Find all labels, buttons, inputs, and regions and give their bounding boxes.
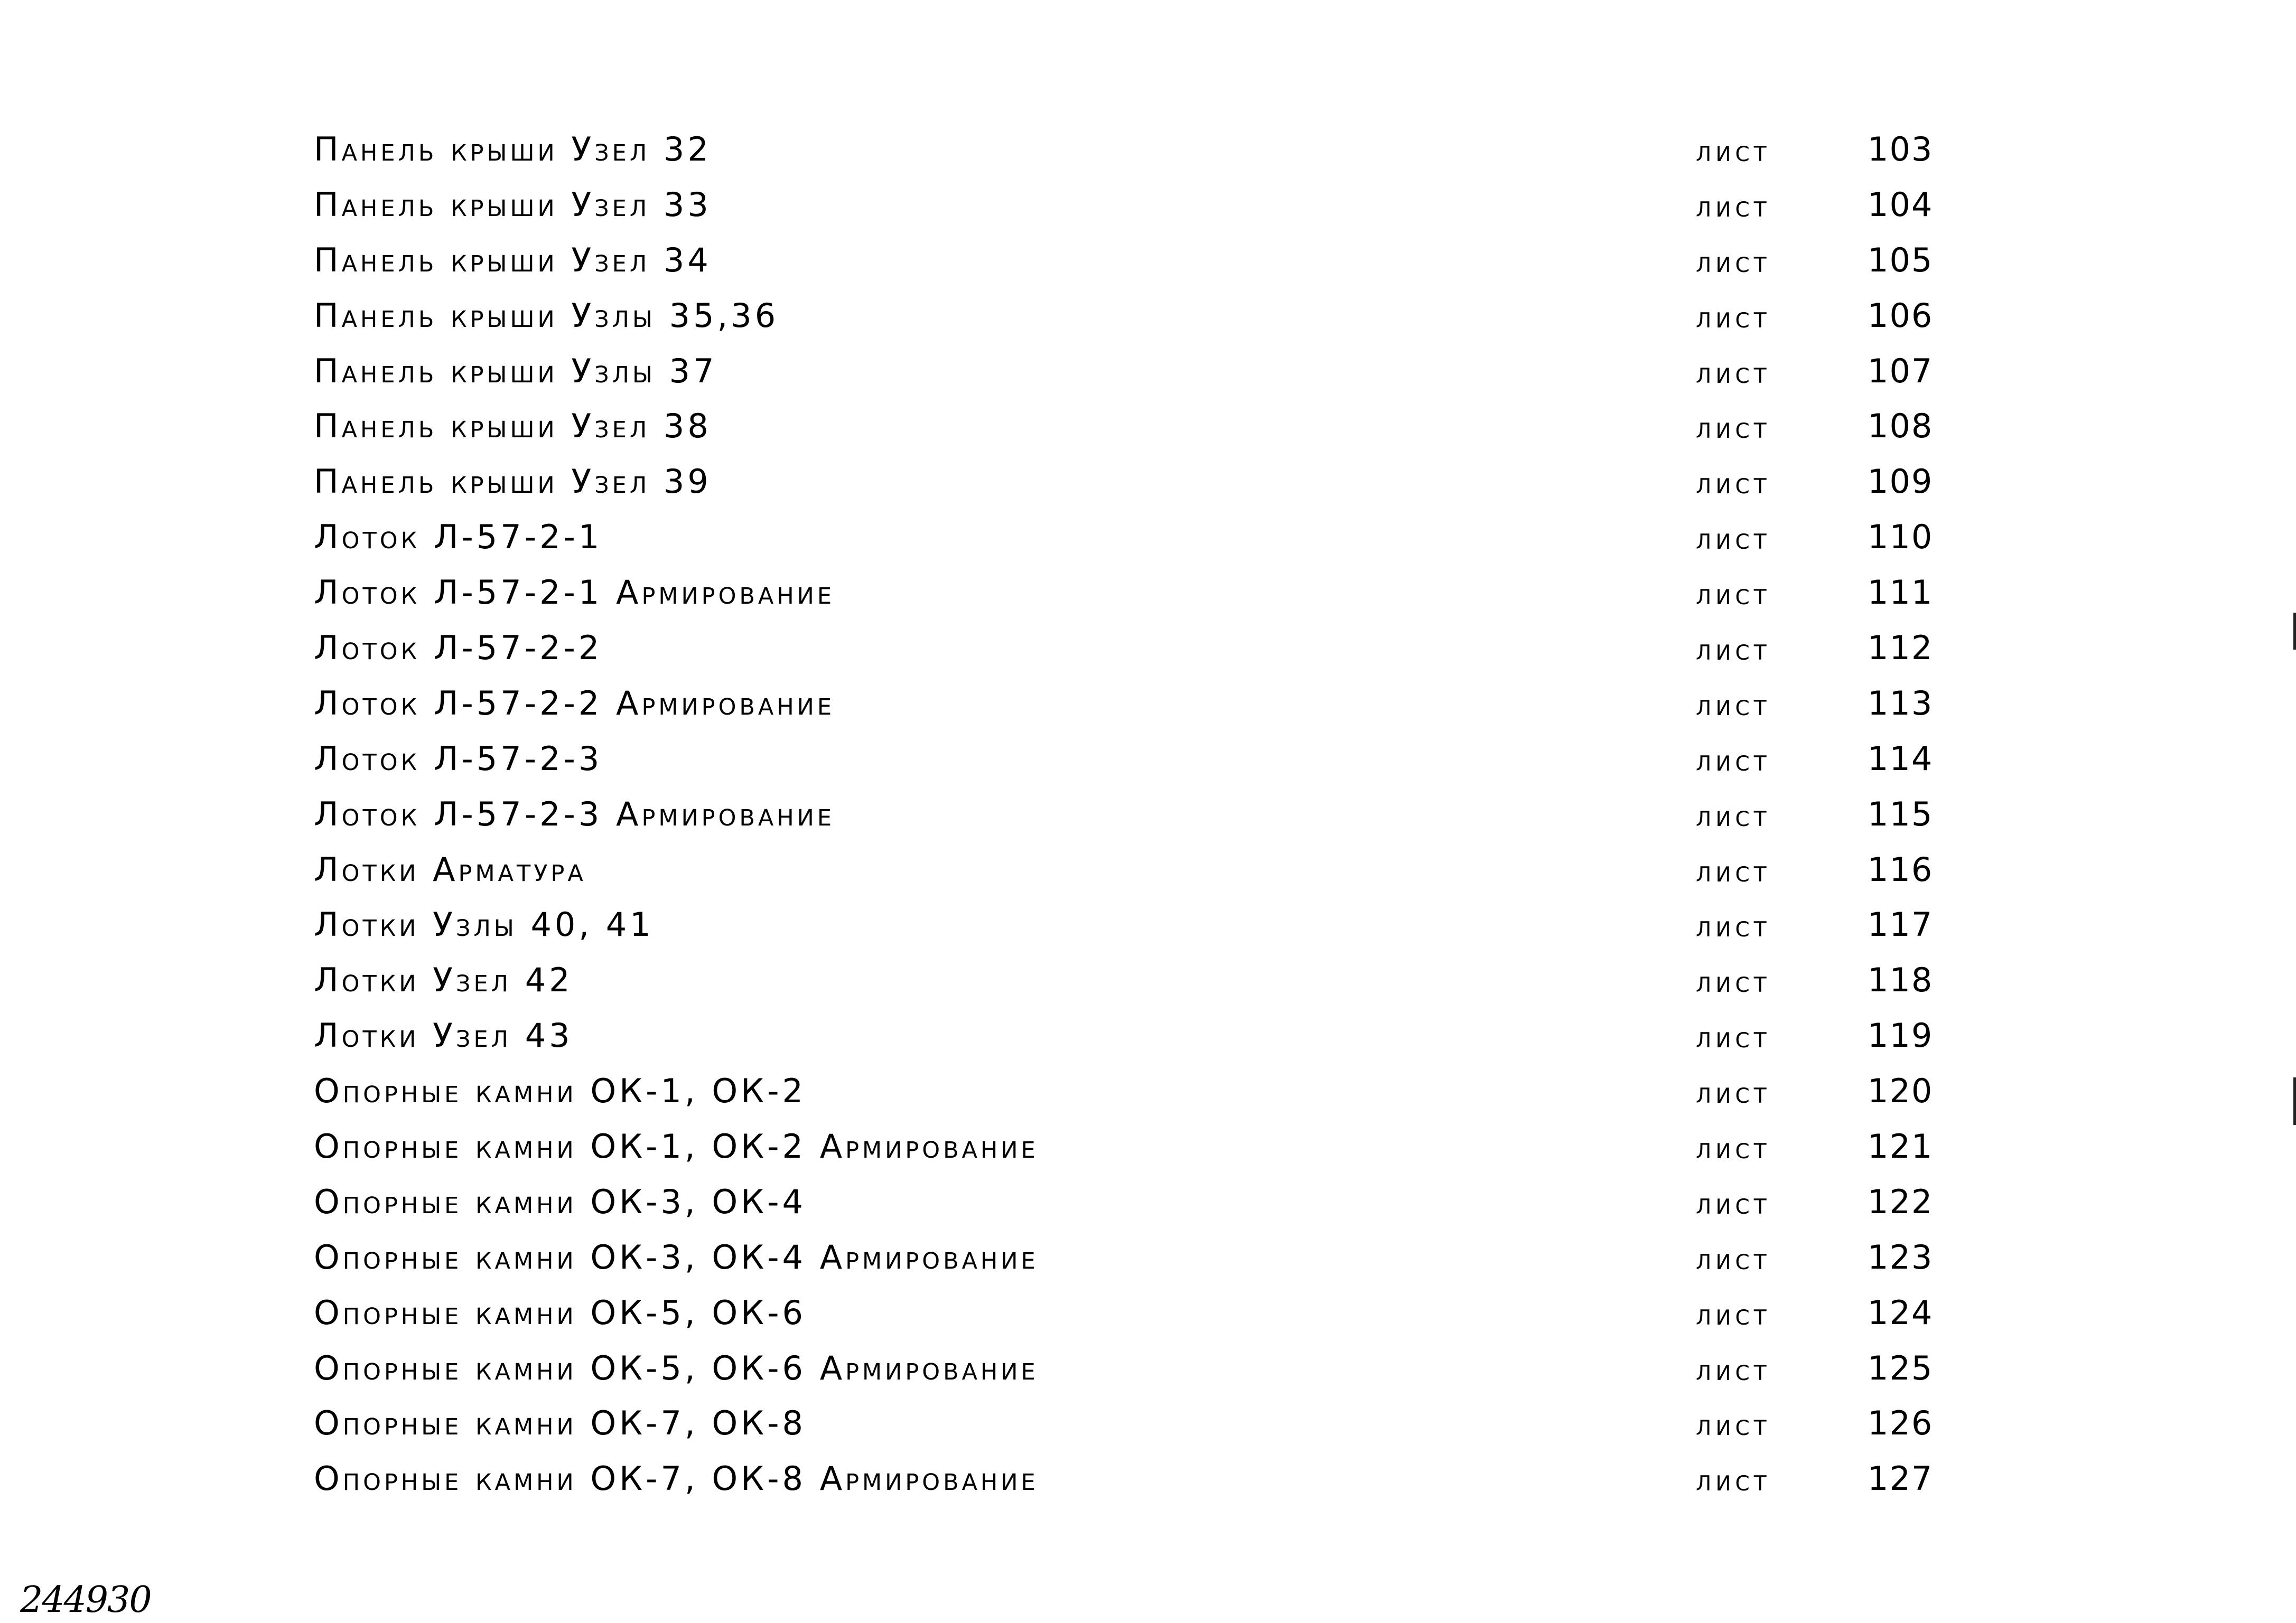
contents-row-title: Панель крыши Узел 32 <box>314 130 712 168</box>
contents-row <box>0 402 2296 458</box>
contents-row <box>0 1455 2296 1511</box>
sheet-label: лист <box>1696 245 1771 279</box>
contents-row <box>0 1400 2296 1455</box>
contents-row-title: Панель крыши Узел 34 <box>314 240 712 279</box>
sheet-label: лист <box>1696 1297 1771 1332</box>
sheet-label: лист <box>1696 1020 1771 1055</box>
sheet-label: лист <box>1696 411 1771 446</box>
contents-row-title: Лотки Узлы 40, 41 <box>314 905 654 944</box>
sheet-number: 115 <box>1868 794 1934 833</box>
contents-row <box>0 126 2296 181</box>
contents-list <box>0 126 2296 1511</box>
contents-row <box>0 1289 2296 1345</box>
contents-row <box>0 1234 2296 1289</box>
sheet-number: 124 <box>1868 1293 1934 1332</box>
contents-row <box>0 1067 2296 1123</box>
sheet-label: лист <box>1696 965 1771 1000</box>
contents-row-title: Лоток Л-57-2-1 Армирование <box>314 573 835 612</box>
contents-row-title: Опорные камни ОК-1, ОК-2 <box>314 1072 807 1111</box>
sheet-number: 110 <box>1868 518 1934 557</box>
sheet-label: лист <box>1696 189 1771 224</box>
contents-row <box>0 181 2296 237</box>
sheet-label: лист <box>1696 854 1771 889</box>
sheet-number: 104 <box>1868 185 1934 224</box>
sheet-number: 105 <box>1868 240 1934 279</box>
sheet-label: лист <box>1696 355 1771 390</box>
sheet-number: 122 <box>1868 1182 1934 1221</box>
sheet-label: лист <box>1696 1186 1771 1221</box>
sheet-number: 127 <box>1868 1459 1934 1498</box>
sheet-number: 111 <box>1868 573 1934 612</box>
sheet-label: лист <box>1696 134 1771 168</box>
sheet-label: лист <box>1696 799 1771 833</box>
sheet-number: 118 <box>1868 961 1934 1000</box>
sheet-number: 125 <box>1868 1348 1934 1387</box>
sheet-number: 117 <box>1868 905 1934 944</box>
contents-row-title: Лоток Л-57-2-2 Армирование <box>314 683 835 723</box>
contents-row-title: Опорные камни ОК-5, ОК-6 <box>314 1293 807 1332</box>
sheet-label: лист <box>1696 1242 1771 1277</box>
contents-row <box>0 1012 2296 1067</box>
contents-row-title: Опорные камни ОК-7, ОК-8 Армирование <box>314 1459 1039 1498</box>
sheet-label: лист <box>1696 1463 1771 1498</box>
sheet-label: лист <box>1696 1353 1771 1387</box>
contents-row <box>0 680 2296 735</box>
contents-row-title: Лоток Л-57-2-3 Армирование <box>314 794 835 833</box>
contents-row <box>0 458 2296 513</box>
contents-row <box>0 237 2296 292</box>
contents-row-title: Опорные камни ОК-1, ОК-2 Армирование <box>314 1127 1039 1166</box>
contents-row <box>0 735 2296 791</box>
inventory-number: 244930 <box>20 1579 151 1621</box>
contents-row <box>0 1345 2296 1400</box>
contents-row-title: Лоток Л-57-2-3 <box>314 739 603 778</box>
sheet-number: 106 <box>1868 296 1934 335</box>
sheet-label: лист <box>1696 1076 1771 1111</box>
contents-row-title: Опорные камни ОК-3, ОК-4 Армирование <box>314 1237 1039 1277</box>
contents-row-title: Панель крыши Узел 38 <box>314 407 712 446</box>
contents-row <box>0 791 2296 846</box>
sheet-number: 114 <box>1868 739 1934 778</box>
sheet-number: 107 <box>1868 351 1934 390</box>
contents-row <box>0 513 2296 569</box>
contents-row-title: Панель крыши Узлы 35,36 <box>314 296 779 335</box>
sheet-label: лист <box>1696 633 1771 668</box>
contents-row-title: Лоток Л-57-2-2 <box>314 628 603 668</box>
sheet-number: 119 <box>1868 1016 1934 1055</box>
contents-row-title: Панель крыши Узел 33 <box>314 185 712 224</box>
sheet-label: лист <box>1696 688 1771 723</box>
right-edge-mark <box>2293 1077 2296 1125</box>
sheet-number: 108 <box>1868 407 1934 446</box>
sheet-number: 103 <box>1868 130 1934 168</box>
contents-row-title: Лотки Арматура <box>314 850 586 889</box>
sheet-number: 113 <box>1868 683 1934 723</box>
sheet-number: 121 <box>1868 1127 1934 1166</box>
contents-row-title: Лоток Л-57-2-1 <box>314 518 603 557</box>
sheet-number: 120 <box>1868 1072 1934 1111</box>
contents-row-title: Опорные камни ОК-7, ОК-8 <box>314 1404 807 1443</box>
sheet-label: лист <box>1696 522 1771 557</box>
sheet-label: лист <box>1696 577 1771 612</box>
sheet-label: лист <box>1696 1408 1771 1443</box>
contents-row-title: Лотки Узел 42 <box>314 961 573 1000</box>
contents-row <box>0 846 2296 902</box>
contents-row <box>0 1178 2296 1234</box>
sheet-number: 123 <box>1868 1237 1934 1277</box>
contents-row <box>0 569 2296 624</box>
sheet-number: 112 <box>1868 628 1934 668</box>
sheet-number: 116 <box>1868 850 1934 889</box>
sheet-label: лист <box>1696 1131 1771 1166</box>
contents-row-title: Лотки Узел 43 <box>314 1016 573 1055</box>
sheet-label: лист <box>1696 300 1771 335</box>
contents-row-title: Панель крыши Узел 39 <box>314 462 712 501</box>
right-edge-mark <box>2293 613 2296 650</box>
contents-row <box>0 1123 2296 1178</box>
contents-row <box>0 624 2296 680</box>
sheet-label: лист <box>1696 743 1771 778</box>
sheet-number: 126 <box>1868 1404 1934 1443</box>
sheet-number: 109 <box>1868 462 1934 501</box>
contents-row <box>0 348 2296 403</box>
sheet-label: лист <box>1696 466 1771 501</box>
contents-row <box>0 956 2296 1012</box>
contents-row-title: Опорные камни ОК-5, ОК-6 Армирование <box>314 1348 1039 1387</box>
contents-row-title: Опорные камни ОК-3, ОК-4 <box>314 1182 807 1221</box>
contents-row <box>0 292 2296 348</box>
contents-row <box>0 901 2296 956</box>
contents-row-title: Панель крыши Узлы 37 <box>314 351 717 390</box>
sheet-label: лист <box>1696 909 1771 944</box>
